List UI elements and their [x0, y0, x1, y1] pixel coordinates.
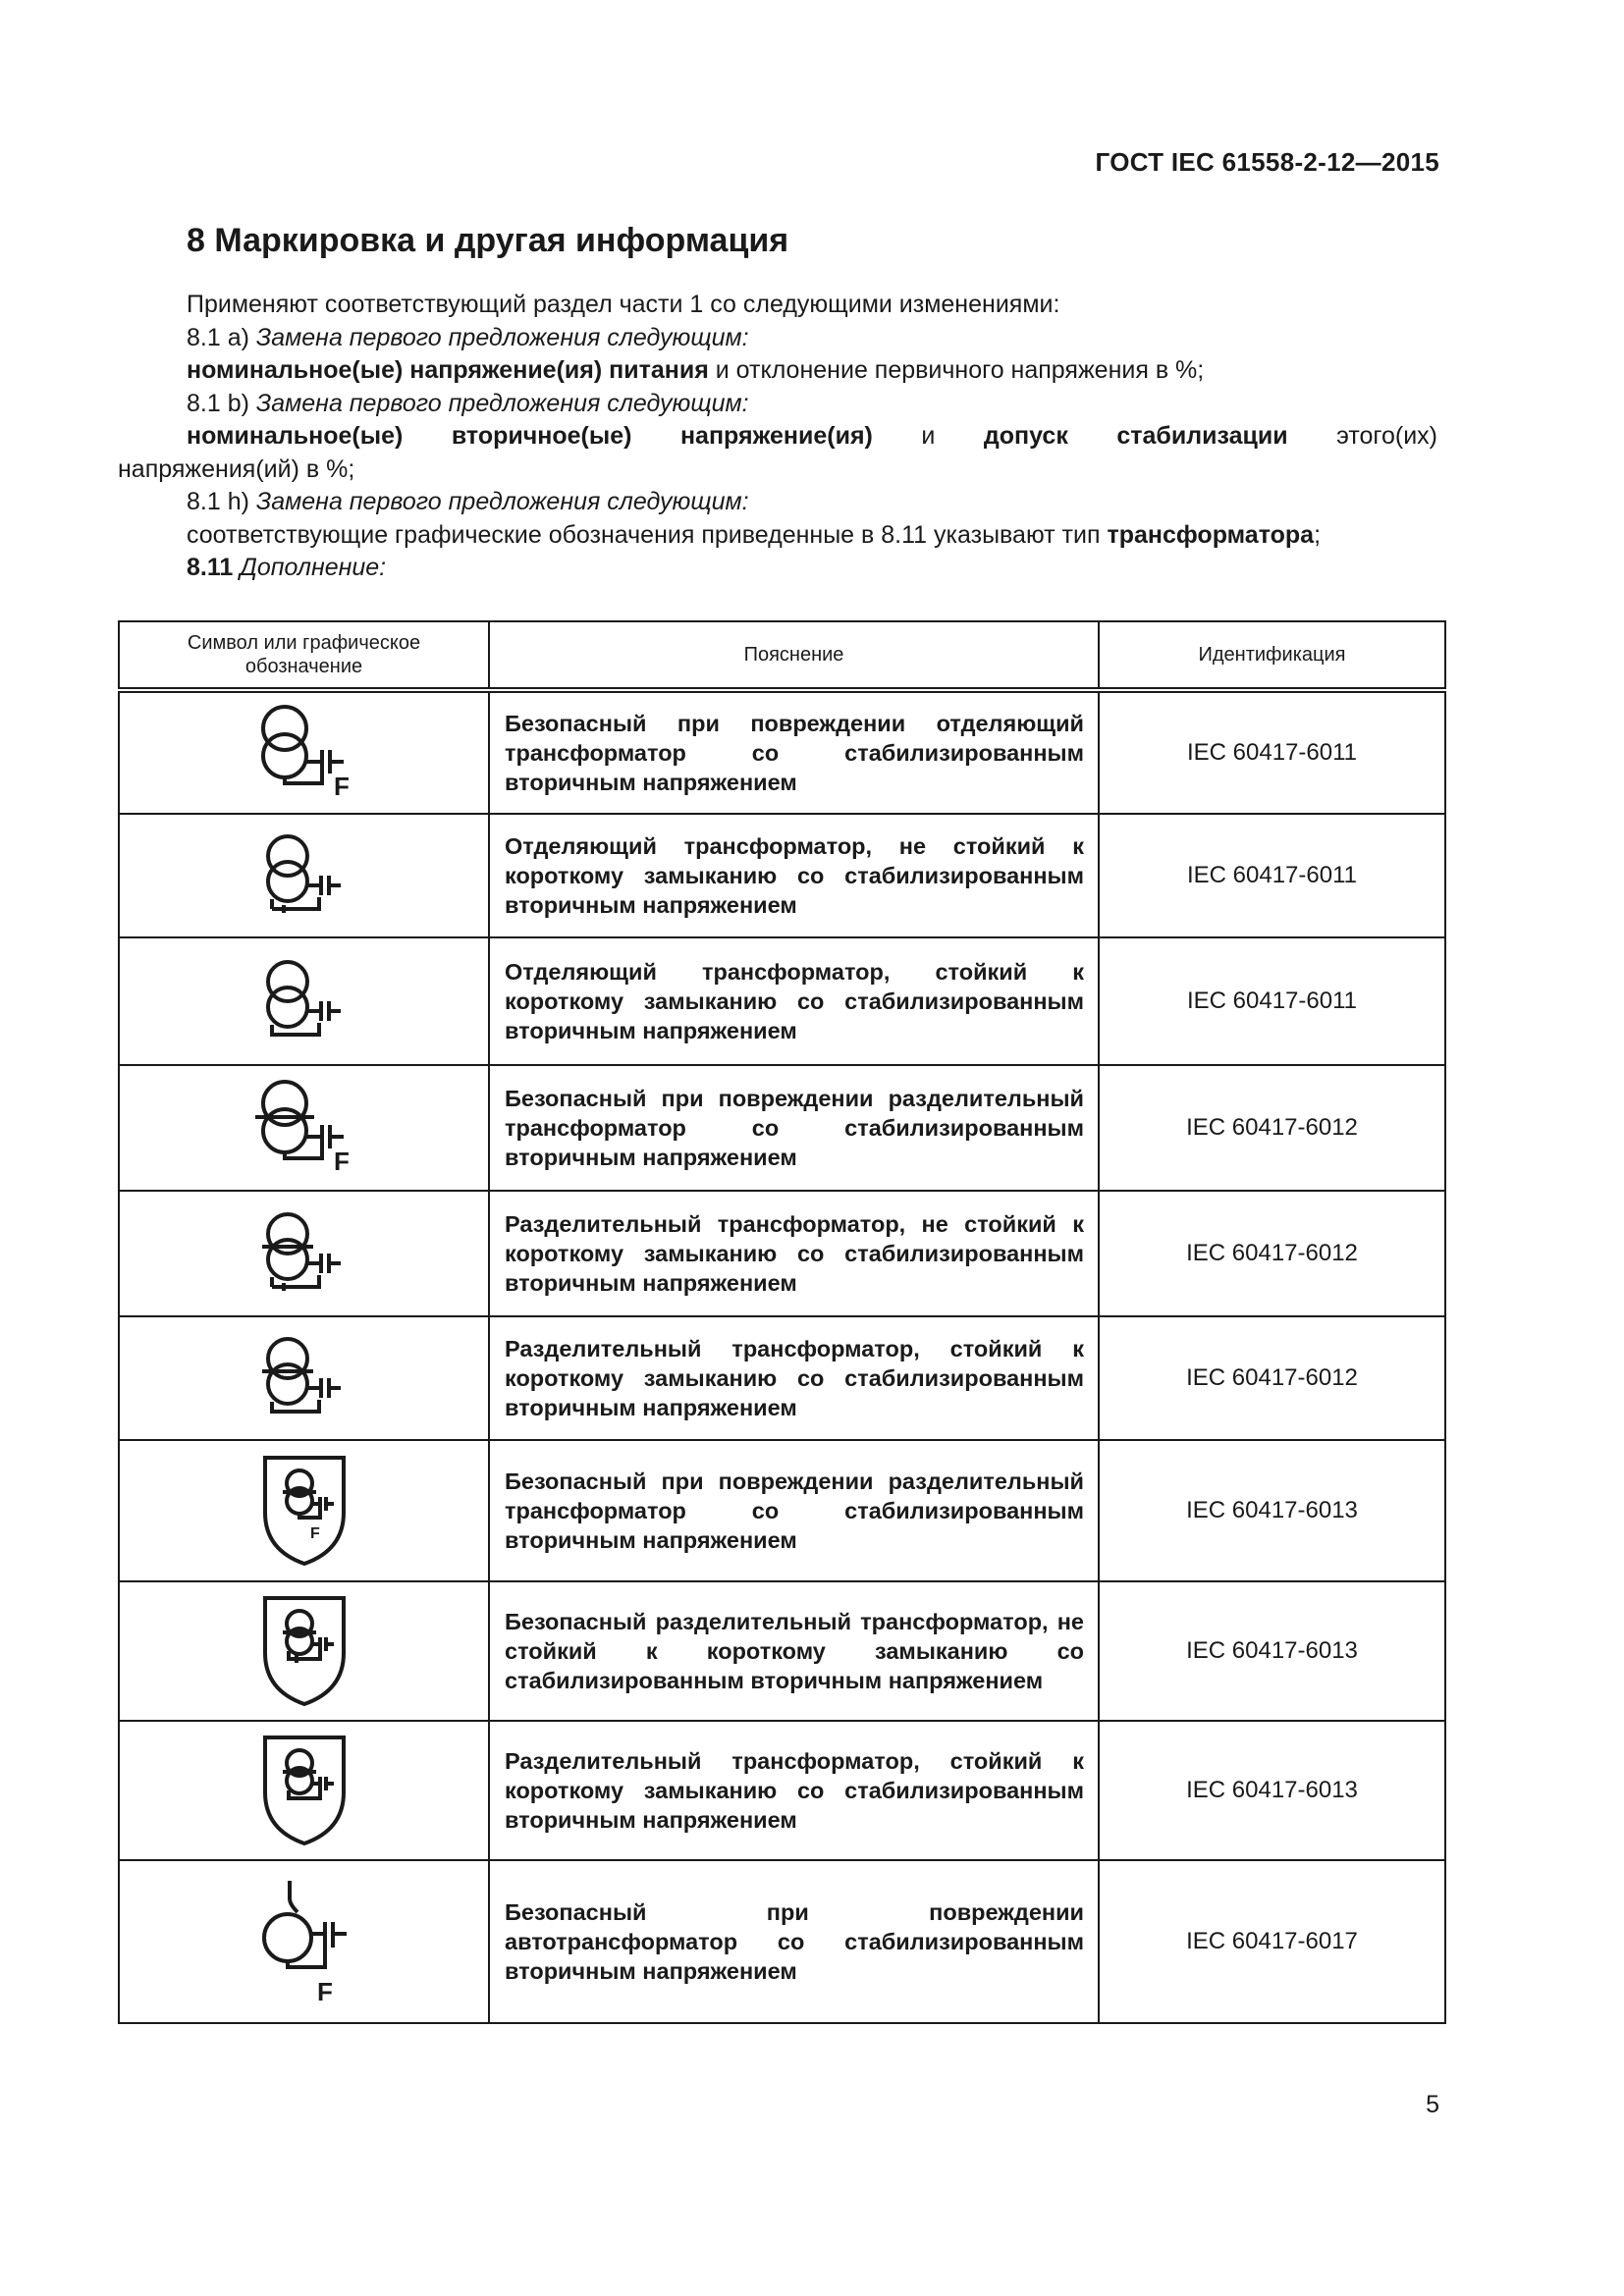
row-description: Отделяющий трансформатор, не стойкий к короткому замыканию со стабилизированным вторичным напряжением: [489, 814, 1099, 937]
clause-text: и: [872, 422, 984, 450]
table-row: [119, 1440, 1445, 1581]
symbol-cell: [119, 937, 489, 1065]
clause-ref: 8.1 b): [187, 389, 249, 417]
clause-8-1-h-text: [118, 519, 1437, 553]
row-description: Безопасный при повреждении автотрансформатор со стабилизированным вторичным напряжением: [489, 1860, 1099, 2023]
intro-text: [118, 289, 1437, 585]
table-row: [119, 1581, 1445, 1721]
failsafe-separating-transformer-icon: [236, 1074, 373, 1182]
clause-8-1-b: [118, 388, 1437, 421]
clause-ref: 8.11: [187, 554, 234, 581]
row-identification: IEC 60417-6011: [1099, 814, 1445, 937]
failsafe-isolating-transformer-icon: [236, 699, 373, 807]
intro-line: Применяют соответствующий раздел части 1 со следующими изменениями:: [187, 291, 1060, 318]
header-identification: Идентификация: [1099, 621, 1445, 690]
section-title: 8 Маркировка и другая информация: [187, 222, 789, 259]
bold-term: номинальное(ые) напряжение(ия) питания: [187, 356, 709, 384]
symbol-cell: [119, 1721, 489, 1860]
clause-text: и отклонение первичного напряжения в %;: [708, 356, 1205, 384]
header-symbol: Символ или графическое обозначение: [119, 621, 489, 690]
isolating-transformer-scp-icon: [250, 952, 358, 1050]
clause-instruction: Замена первого предложения следующим:: [255, 389, 749, 417]
row-description: Разделительный трансформатор, стойкий к короткому замыканию со стабилизированным вторичным напряжением: [489, 1316, 1099, 1440]
bold-term: трансформатора: [1107, 520, 1315, 549]
separating-transformer-scp-icon: [250, 1329, 358, 1427]
table-row: [119, 814, 1445, 937]
row-identification: IEC 60417-6013: [1099, 1440, 1445, 1581]
table-row: [119, 690, 1445, 814]
clause-8-1-b-continuation: напряжения(ий) в %;: [118, 454, 355, 483]
clause-ref: 8.1 h): [187, 488, 249, 515]
clause-instruction: Замена первого предложения следующим:: [255, 488, 749, 515]
clause-8-11: [118, 552, 1437, 585]
symbol-cell: [119, 814, 489, 937]
row-identification: IEC 60417-6013: [1099, 1721, 1445, 1860]
symbol-cell: [119, 1316, 489, 1440]
failsafe-safety-transformer-shield-icon: [255, 1452, 353, 1570]
separating-transformer-non-scp-icon: [250, 1204, 358, 1303]
row-description: Разделительный трансформатор, стойкий к короткому замыканию со стабилизированным вторичным напряжением: [489, 1721, 1099, 1860]
clause-8-1-b-text: [118, 420, 1437, 454]
symbol-cell: [119, 1065, 489, 1191]
symbol-cell: [119, 1581, 489, 1721]
isolating-transformer-non-scp-icon: [250, 827, 358, 925]
clause-8-1-a-text: [118, 354, 1437, 388]
row-identification: IEC 60417-6011: [1099, 937, 1445, 1065]
table-row: [119, 1860, 1445, 2023]
row-identification: IEC 60417-6017: [1099, 1860, 1445, 2023]
table-row: [119, 1065, 1445, 1191]
table-row: [119, 1316, 1445, 1440]
header-explanation: Пояснение: [489, 621, 1099, 690]
row-description: Отделяющий трансформатор, стойкий к короткому замыканию со стабилизированным вторичным напряжением: [489, 937, 1099, 1065]
row-identification: IEC 60417-6013: [1099, 1581, 1445, 1721]
row-identification: IEC 60417-6012: [1099, 1191, 1445, 1316]
symbol-letter: F: [333, 1147, 350, 1176]
symbol-cell: [119, 1440, 489, 1581]
page-number: 5: [1426, 2091, 1439, 2118]
row-identification: IEC 60417-6011: [1099, 690, 1445, 814]
symbols-table: [118, 620, 1446, 2024]
symbol-cell: [119, 690, 489, 814]
clause-ref: 8.1 а): [187, 323, 249, 351]
table-row: [119, 1191, 1445, 1316]
symbol-letter: F: [316, 1977, 333, 2006]
row-identification: IEC 60417-6012: [1099, 1065, 1445, 1191]
table-row: [119, 937, 1445, 1065]
row-description: Безопасный при повреждении разделительный трансформатор со стабилизированным вторичным напряжением: [489, 1440, 1099, 1581]
clause-instruction: Дополнение:: [233, 554, 387, 581]
clause-8-1-h: [118, 486, 1437, 519]
safety-transformer-scp-shield-icon: [255, 1732, 353, 1849]
bold-term: допуск стабилизации: [983, 422, 1288, 450]
row-identification: IEC 60417-6012: [1099, 1316, 1445, 1440]
bold-term: номинальное(ые) вторичное(ые) напряжение(ия): [187, 422, 873, 450]
clause-8-1-a: [118, 322, 1437, 355]
row-description: Безопасный разделительный трансформатор, не стойкий к короткому замыканию со стабилизированным вторичным напряжением: [489, 1581, 1099, 1721]
symbol-letter: F: [333, 772, 350, 801]
row-description: Безопасный при повреждении отделяющий трансформатор со стабилизированным вторичным напряжением: [489, 690, 1099, 814]
clause-text: ;: [1314, 520, 1322, 549]
symbol-cell: [119, 1191, 489, 1316]
clause-text: этого(их): [1287, 422, 1437, 450]
table-row: [119, 1721, 1445, 1860]
document-header-code: ГОСТ IEC 61558-2-12—2015: [1095, 147, 1439, 177]
row-description: Безопасный при повреждении разделительный трансформатор со стабилизированным вторичным напряжением: [489, 1065, 1099, 1191]
symbol-cell: [119, 1860, 489, 2023]
failsafe-autotransformer-icon: [241, 1873, 368, 2010]
safety-transformer-non-scp-shield-icon: [255, 1592, 353, 1710]
clause-text: соответствующие графические обозначения приведенные в 8.11 указывают тип: [187, 520, 1108, 549]
table-header-row: [119, 621, 1445, 690]
symbol-letter: F: [309, 1525, 320, 1542]
clause-instruction: Замена первого предложения следующим:: [255, 323, 749, 351]
row-description: Разделительный трансформатор, не стойкий к короткому замыканию со стабилизированным вторичным напряжением: [489, 1191, 1099, 1316]
